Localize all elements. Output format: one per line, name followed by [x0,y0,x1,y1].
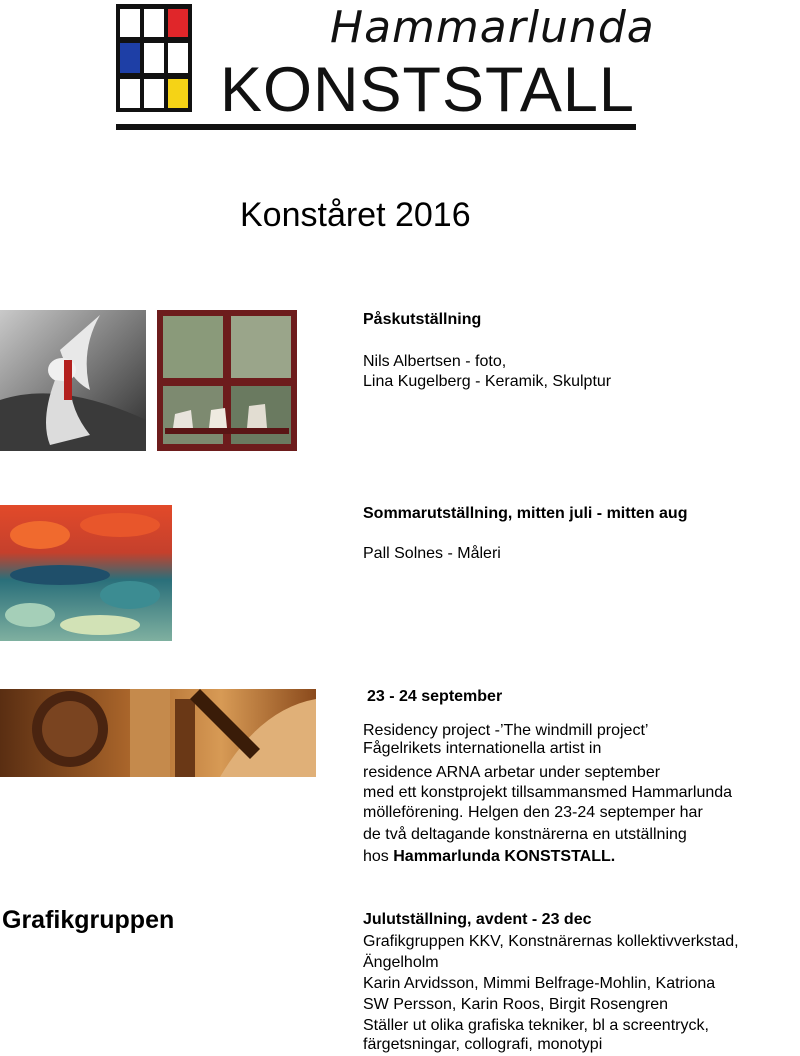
section-line: SW Persson, Karin Roos, Birgit Rosengren [363,996,669,1013]
page-title: Konståret 2016 [240,196,471,234]
gallery-name-bold: Hammarlunda KONSTSTALL. [393,848,616,865]
section-line: Residency project -’The windmill project’ [363,722,649,739]
section-line: Fågelrikets internationella artist in [363,740,602,757]
grafikgruppen-heading: Grafikgruppen [2,906,175,934]
painting-photo [0,505,172,641]
section-title-september: 23 - 24 september [367,688,503,705]
sculpture-photo [0,310,146,451]
section-line: Lina Kugelberg - Keramik, Skulptur [363,373,612,390]
section-line: de två deltagande konstnärerna en utställning [363,826,687,843]
section-title-christmas: Julutställning, avdent - 23 dec [363,911,592,928]
section-line: residence ARNA arbetar under september [363,764,661,781]
section-line: Grafikgruppen KKV, Konstnärernas kollektivverkstad, [363,933,739,950]
section-line-last [363,848,615,866]
logo [108,0,655,140]
section-line: Ställer ut olika grafiska tekniker, bl a screentryck, [363,1017,709,1034]
section-line: Nils Albertsen - foto, [363,353,507,370]
section-line: mölleförening. Helgen den 23-24 septemper har [363,804,703,821]
section-line-prefix: hos [363,848,394,865]
section-line: med ett konstprojekt tillsammansmed Hammarlunda [363,784,733,801]
section-title-summer: Sommarutställning, mitten juli - mitten aug [363,505,688,522]
section-line: färgetsningar, collografi, monotypi [363,1036,603,1053]
logo-subtitle: KONSTSTALL [220,55,635,125]
windmill-gear-photo [0,689,316,777]
section-line: Pall Solnes - Måleri [363,545,501,562]
ceramics-window-photo [157,310,297,451]
section-line: Karin Arvidsson, Mimmi Belfrage-Mohlin, Katriona [363,975,716,992]
logo-name: Hammarlunda [330,2,655,53]
section-title-easter: Påskutställning [363,311,482,328]
section-line: Ängelholm [363,954,439,971]
